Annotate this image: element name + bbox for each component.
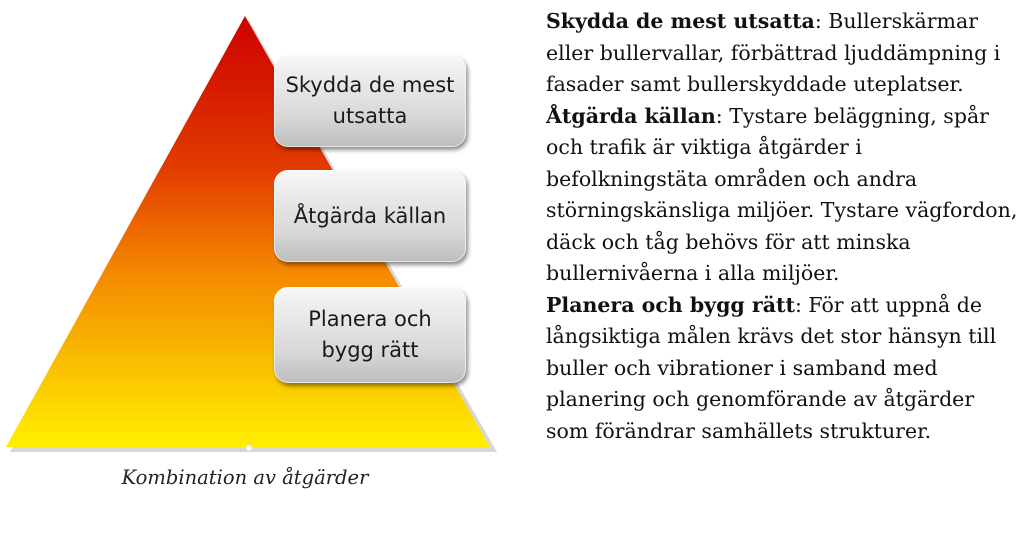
description-title: Åtgärda källan <box>546 103 716 128</box>
level-label-fix-source: Åtgärda källan <box>293 203 447 228</box>
pyramid-handle <box>246 445 252 451</box>
level-label-protect-exposed: Skydda de mest utsatta <box>285 73 455 128</box>
level-label-plan-build: Planera och bygg rätt <box>308 307 432 362</box>
description-paragraph-fix-source <box>546 101 1022 290</box>
level-box-plan-build <box>274 287 466 383</box>
description-title: Planera och bygg rätt <box>546 292 795 317</box>
description-body: : Bullerskärmar eller bullervallar, förbättrad ljuddämpning i fasader samt bullerskyddade uteplatser. <box>546 9 1001 96</box>
level-box-protect-exposed <box>274 55 466 147</box>
level-box-fix-source <box>274 170 466 262</box>
description-title: Skydda de mest utsatta <box>546 9 815 33</box>
description-body: : Tystare beläggning, spår och trafik är viktiga åtgärder i befolkningstäta områden och andra störningskänsliga miljöer. Tystare vägfordon, däck och tåg behövs för att minska bullernivåerna i alla miljöer. <box>546 103 1018 285</box>
description-paragraph-plan-build <box>546 290 1022 448</box>
description-text <box>546 6 1022 447</box>
description-body: : För att uppnå de långsiktiga målen krävs det stor hänsyn till buller och vibrationer i samband med planering och genomförande av åtgärder som förändrar samhällets strukturer. <box>546 292 997 443</box>
diagram-caption: Kombination av åtgärder <box>121 466 369 489</box>
description-paragraph-protect-exposed <box>546 6 1022 101</box>
